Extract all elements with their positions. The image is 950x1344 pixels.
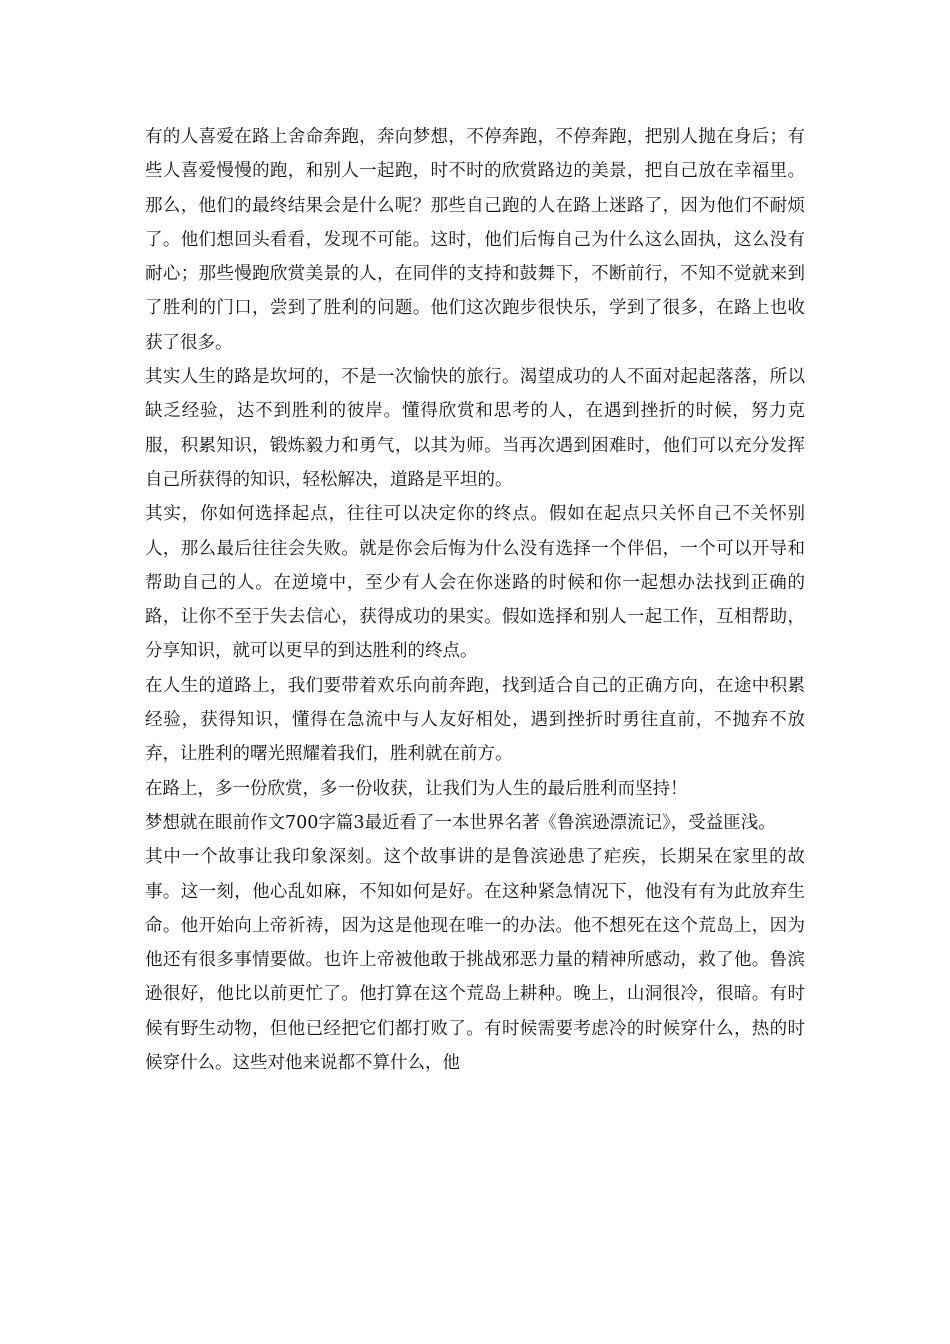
paragraph-7: 其中一个故事让我印象深刻。这个故事讲的是鲁滨逊患了疟疾，长期呆在家里的故事。这一刻，他心乱如麻，不知如何是好。在这种紧急情况下，他没有有为此放弃生命。他开始向上帝祈祷，因为这是他现在唯一的办法。他不想死在这个荒岛上，因为他还有很多事情要做。也许上帝被他敢于挑战邪恶力量的精神所感动，救了他。鲁滨逊很好，他比以前更忙了。他打算在这个荒岛上耕种。晚上，山洞很冷，很暗。有时候有野生动物，但他已经把它们都打败了。有时候需要考虑冷的时候穿什么，热的时候穿什么。这些对他来说都不算什么，他 bbox=[145, 847, 805, 1074]
paragraph-4: 在人生的道路上，我们要带着欢乐向前奔跑，找到适合自己的正确方向，在途中积累经验，获得知识，懂得在急流中与人友好相处，遇到挫折时勇往直前，不抛弃不放弃，让胜利的曙光照耀着我们，胜利就在前方。 bbox=[145, 675, 805, 765]
paragraph-3: 其实，你如何选择起点，往往可以决定你的终点。假如在起点只关怀自己不关怀别人，那么最后往往会失败。就是你会后悔为什么没有选择一个伴侣，一个可以开导和帮助自己的人。在逆境中，至少有人会在你迷路的时候和你一起想办法找到正确的路，让你不至于失去信心，获得成功的果实。假如选择和别人一起工作，互相帮助，分享知识，就可以更早的到达胜利的终点。 bbox=[145, 504, 805, 662]
paragraph-6: 梦想就在眼前作文700字篇3最近看了一本世界名著《鲁滨逊漂流记》，受益匪浅。 bbox=[145, 812, 776, 833]
paragraph-5: 在路上，多一份欣赏，多一份收获，让我们为人生的最后胜利而坚持！ bbox=[145, 778, 688, 799]
paragraph-2: 其实人生的路是坎坷的，不是一次愉快的旅行。渴望成功的人不面对起起落落，所以缺乏经验，达不到胜利的彼岸。懂得欣赏和思考的人，在遇到挫折的时候，努力克服，积累知识，锻炼毅力和勇气，以其为师。当再次遇到困难时，他们可以充分发挥自己所获得的知识，轻松解决，道路是平坦的。 bbox=[145, 367, 805, 490]
paragraph-1: 有的人喜爱在路上舍命奔跑，奔向梦想，不停奔跑，不停奔跑，把别人抛在身后；有些人喜爱慢慢的跑，和别人一起跑，时不时的欣赏路边的美景，把自己放在幸福里。那么，他们的最终结果会是什么呢？那些自己跑的人在路上迷路了，因为他们不耐烦了。他们想回头看看，发现不可能。这时，他们后悔自己为什么这么固执，这么没有耐心；那些慢跑欣赏美景的人，在同伴的支持和鼓舞下，不断前行，不知不觉就来到了胜利的门口，尝到了胜利的问题。他们这次跑步很快乐，学到了很多，在路上也收获了很多。 bbox=[145, 127, 805, 353]
document-body bbox=[145, 120, 805, 1080]
